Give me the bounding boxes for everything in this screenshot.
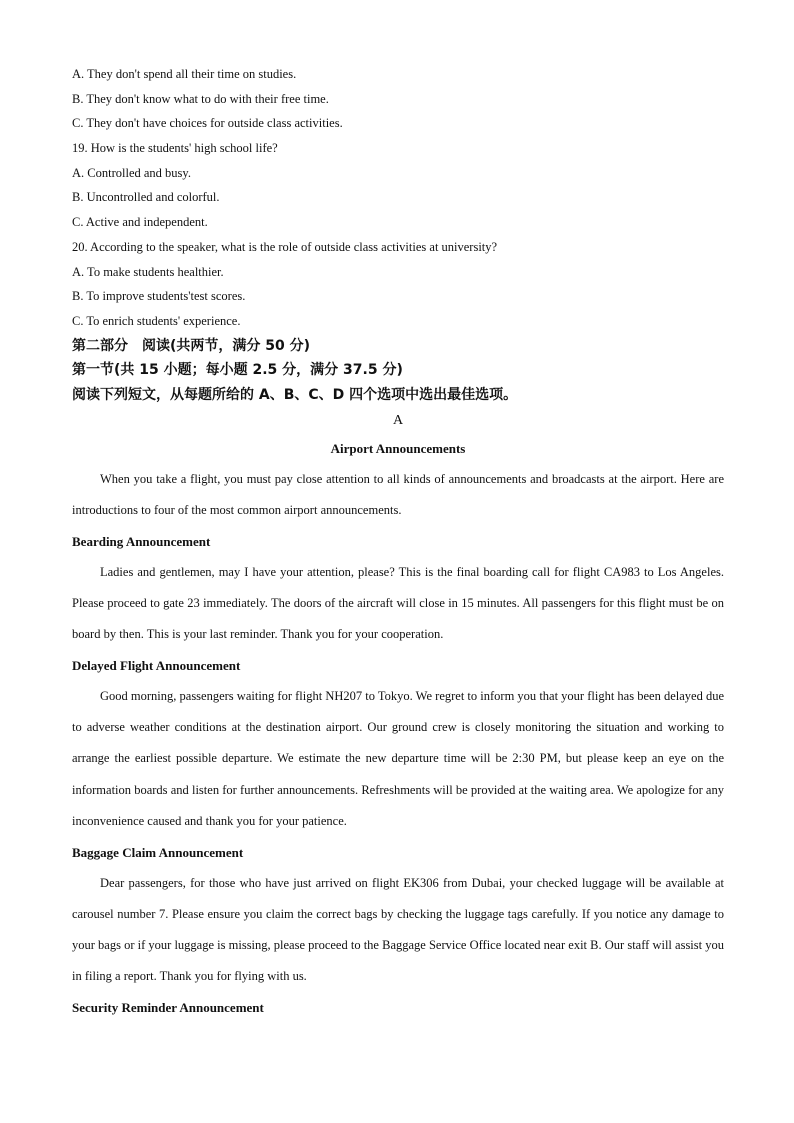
q19-option-b: B. Uncontrolled and colorful. [72,190,220,205]
exam-page [72,62,724,1023]
question-18-options [72,62,724,136]
section-text: Good morning, passengers waiting for flight NH207 to Tokyo. We regret to inform you that your flight has been delayed due to adverse weather conditions at the destination airport. Our ground crew is closely monitoring the situation and working to arrange the earliest possible departure. We estimate the new departure time will be 2:30 PM, but please keep an eye on the information boards and listen for further announcements. Refreshments will be provided at the waiting area. We apologize for any inconvenience caused and thank you for your patience. [72,689,724,828]
announcement-section [72,992,724,1023]
section-text: Dear passengers, for those who have just arrived on flight EK306 from Dubai, your checked luggage will be available at carousel number 7. Please ensure you claim the correct bags by checking the luggage tags carefully. If you notice any damage to your bags or if your luggage is missing, please proceed to the Baggage Service Office located near exit B. Our staff will assist you in filing a report. Thank you for flying with us. [72,875,724,984]
passage-intro: When you take a flight, you must pay close attention to all kinds of announcements and broadcasts at the airport. Here are introductions to four of the most common airport announcements. [72,471,724,517]
q20-option-a: A. To make students healthier. [72,264,224,279]
section-text: Ladies and gentlemen, may I have your attention, please? This is the final boarding call for flight CA983 to Los Angeles. Please proceed to gate 23 immediately. The doors of the aircraft will close in 15 minutes. All passengers for this flight must be on board by then. This is your last reminder. Thank you for your cooperation. [72,564,724,642]
question-19 [72,136,724,235]
q19-option-a: A. Controlled and busy. [72,165,191,180]
q18-option-b: B. They don't know what to do with their free time. [72,91,329,106]
announcement-section [72,650,724,837]
q18-option-c: C. They don't have choices for outside class activities. [72,116,343,131]
q18-option-a: A. They don't spend all their time on studies. [72,67,297,81]
section-heading: Bearding Announcement [72,533,211,549]
section-heading: Security Reminder Announcement [72,1000,264,1016]
section-heading: Baggage Claim Announcement [72,844,244,860]
q19-question: 19. How is the students' high school life? [72,141,278,156]
q20-option-c: C. To enrich students' experience. [72,313,241,328]
question-20 [72,235,724,334]
part2-heading: 第二部分 阅读(共两节，满分 50 分) [72,337,311,354]
section-heading: Delayed Flight Announcement [72,658,241,674]
section1-heading: 第一节(共 15 小题；每小题 2.5 分，满分 37.5 分) [72,362,403,379]
passage-title: Airport Announcements [330,440,466,456]
q20-option-b: B. To improve students'test scores. [72,289,246,304]
announcement-section [72,837,724,992]
q19-option-c: C. Active and independent. [72,215,208,230]
passage-letter: A [392,412,404,428]
announcement-section [72,526,724,650]
q20-question: 20. According to the speaker, what is the role of outside class activities at university? [72,239,498,254]
reading-instruction: 阅读下列短文，从每题所给的 A、B、C、D 四个选项中选出最佳选项。 [72,386,518,403]
